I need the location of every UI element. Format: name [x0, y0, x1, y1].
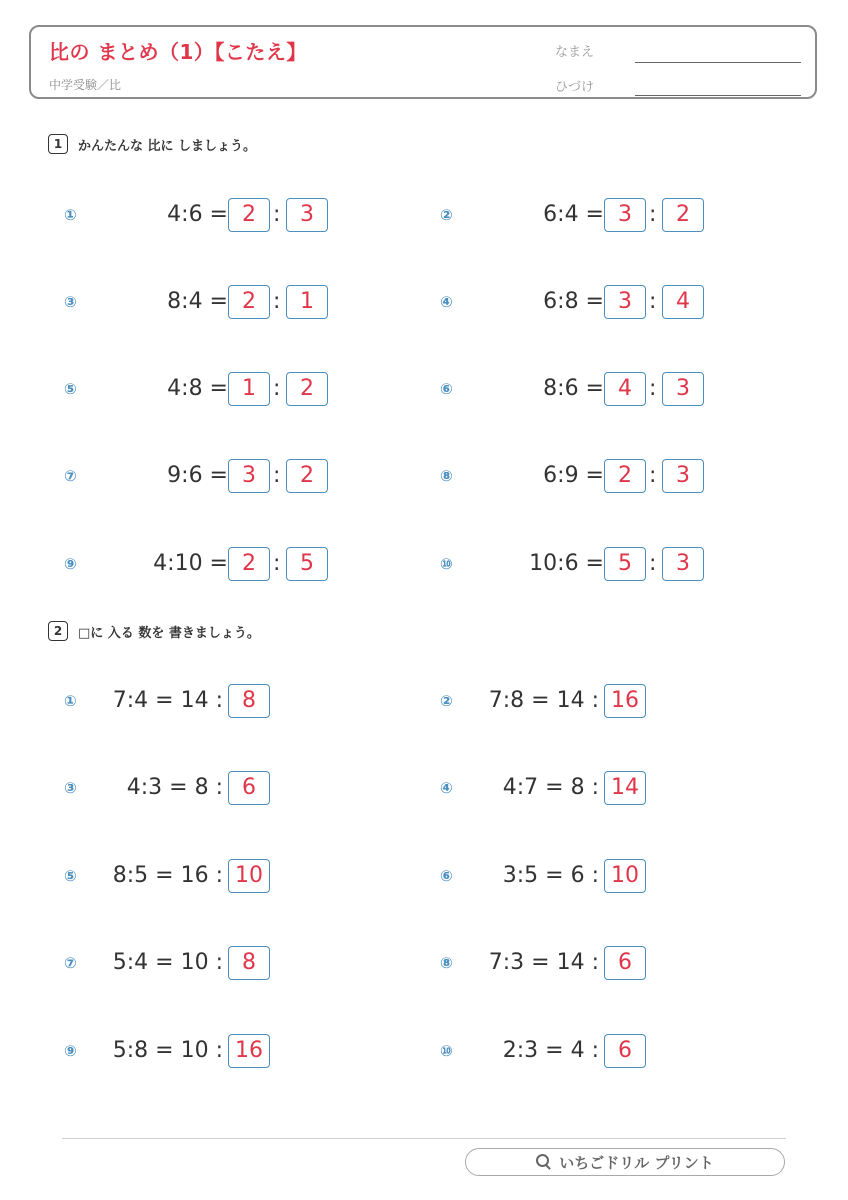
problem-number: ⑩: [440, 1042, 453, 1060]
section-2-instruction: □に 入る 数を 書きましょう。: [78, 625, 260, 641]
problem-expression: 3:5 = 6 :: [502, 863, 599, 888]
equals-sign: =: [578, 463, 604, 488]
problem-expression: [167, 459, 228, 493]
problem-item: [436, 1034, 656, 1068]
problem-expression: 8:5 = 16 :: [112, 863, 223, 888]
problem-item: [436, 771, 656, 805]
problem-number: ⑩: [440, 555, 453, 573]
problem-number: ⑨: [64, 1042, 77, 1060]
ratio-text: 6:4: [543, 202, 579, 227]
problem-number: ⑦: [64, 467, 77, 485]
ratio-colon: :: [273, 289, 281, 314]
answer-box: 16: [228, 1034, 270, 1068]
answer-box: 16: [604, 684, 646, 718]
problem-number: ⑤: [64, 380, 77, 398]
problem-number: ③: [64, 293, 77, 311]
answer-box-a: 2: [228, 547, 270, 581]
answer-box: 10: [228, 859, 270, 893]
answer-box-b: 3: [662, 372, 704, 406]
ratio-text: 8:4: [167, 289, 203, 314]
answer-box-b: 5: [286, 547, 328, 581]
equals-sign: =: [202, 551, 228, 576]
problem-number: ①: [64, 206, 77, 224]
equals-sign: =: [578, 202, 604, 227]
date-field-line: [635, 95, 801, 96]
problem-expression: [167, 372, 228, 406]
equals-sign: =: [202, 289, 228, 314]
problem-expression: [543, 198, 604, 232]
answer-box-a: 3: [604, 285, 646, 319]
answer-box-b: 3: [662, 547, 704, 581]
ratio-colon: :: [649, 202, 657, 227]
problem-number: ③: [64, 779, 77, 797]
problem-expression: 7:8 = 14 :: [488, 688, 599, 713]
ratio-colon: :: [649, 463, 657, 488]
problem-item: [60, 372, 360, 406]
problem-item: [436, 684, 656, 718]
section-2-heading: [48, 621, 260, 641]
problem-item: [436, 372, 736, 406]
footer-brand: いちごドリル プリント: [559, 1153, 714, 1172]
problem-number: ⑤: [64, 867, 77, 885]
problem-number: ②: [440, 206, 453, 224]
problem-item: [60, 684, 280, 718]
problem-expression: [543, 285, 604, 319]
answer-box-b: 4: [662, 285, 704, 319]
section-1-heading: [48, 134, 256, 154]
problem-number: ④: [440, 779, 453, 797]
problem-item: [60, 771, 280, 805]
problem-expression: 5:8 = 10 :: [112, 1038, 223, 1063]
problem-expression: 4:7 = 8 :: [502, 775, 599, 800]
problem-expression: [167, 198, 228, 232]
problem-item: [436, 459, 736, 493]
problem-item: [60, 1034, 280, 1068]
answer-box: 6: [604, 946, 646, 980]
problem-number: ①: [64, 692, 77, 710]
problem-expression: 7:3 = 14 :: [488, 950, 599, 975]
worksheet-header: [29, 25, 817, 99]
footer-divider: [62, 1138, 786, 1139]
answer-box-a: 2: [604, 459, 646, 493]
name-field-line: [635, 62, 801, 63]
problem-number: ④: [440, 293, 453, 311]
problem-expression: [167, 285, 228, 319]
ratio-colon: :: [649, 289, 657, 314]
answer-box-b: 3: [286, 198, 328, 232]
section-1-number: 1: [48, 134, 68, 154]
ratio-colon: :: [273, 463, 281, 488]
problem-item: [60, 859, 280, 893]
ratio-text: 9:6: [167, 463, 203, 488]
page-subtitle: 中学受験／比: [49, 78, 122, 92]
ratio-text: 4:8: [167, 376, 203, 401]
problem-number: ⑧: [440, 954, 453, 972]
answer-box-a: 5: [604, 547, 646, 581]
equals-sign: =: [202, 202, 228, 227]
answer-box-a: 2: [228, 198, 270, 232]
problem-item: [436, 547, 736, 581]
ratio-text: 4:10: [153, 551, 203, 576]
answer-box: 6: [228, 771, 270, 805]
ratio-colon: :: [649, 551, 657, 576]
answer-box-a: 4: [604, 372, 646, 406]
ratio-colon: :: [273, 376, 281, 401]
ratio-colon: :: [273, 551, 281, 576]
answer-box-b: 2: [286, 372, 328, 406]
problem-item: [60, 285, 360, 319]
problem-number: ⑦: [64, 954, 77, 972]
problem-number: ⑥: [440, 867, 453, 885]
answer-box-b: 2: [286, 459, 328, 493]
ratio-text: 8:6: [543, 376, 579, 401]
equals-sign: =: [578, 289, 604, 314]
ratio-text: 4:6: [167, 202, 203, 227]
problem-item: [436, 946, 656, 980]
problem-expression: 5:4 = 10 :: [112, 950, 223, 975]
answer-box-b: 3: [662, 459, 704, 493]
problem-number: ②: [440, 692, 453, 710]
problem-expression: [529, 547, 604, 581]
equals-sign: =: [578, 376, 604, 401]
problem-number: ⑨: [64, 555, 77, 573]
answer-box-a: 3: [604, 198, 646, 232]
ratio-colon: :: [273, 202, 281, 227]
problem-number: ⑧: [440, 467, 453, 485]
problem-expression: [543, 372, 604, 406]
ratio-text: 6:9: [543, 463, 579, 488]
answer-box: 8: [228, 946, 270, 980]
search-icon: [536, 1154, 549, 1167]
problem-expression: 2:3 = 4 :: [502, 1038, 599, 1063]
answer-box: 6: [604, 1034, 646, 1068]
answer-box-b: 2: [662, 198, 704, 232]
problem-item: [436, 198, 736, 232]
section-1-instruction: かんたんな 比に しましょう。: [78, 138, 257, 154]
problem-item: [436, 859, 656, 893]
ratio-text: 10:6: [529, 551, 579, 576]
problem-item: [60, 547, 360, 581]
name-label: なまえ: [555, 45, 595, 60]
problem-expression: 4:3 = 8 :: [126, 775, 223, 800]
ratio-colon: :: [649, 376, 657, 401]
problem-expression: 7:4 = 14 :: [112, 688, 223, 713]
answer-box: 8: [228, 684, 270, 718]
problem-number: ⑥: [440, 380, 453, 398]
answer-box-b: 1: [286, 285, 328, 319]
problem-item: [60, 198, 360, 232]
equals-sign: =: [202, 376, 228, 401]
answer-box-a: 2: [228, 285, 270, 319]
answer-box: 10: [604, 859, 646, 893]
section-2-number: 2: [48, 621, 68, 641]
problem-expression: [543, 459, 604, 493]
problem-expression: [153, 547, 228, 581]
equals-sign: =: [202, 463, 228, 488]
problem-item: [60, 459, 360, 493]
page-title: 比の まとめ（1）【こたえ】: [49, 40, 307, 64]
problem-item: [436, 285, 736, 319]
footer-brand-pill[interactable]: [465, 1148, 785, 1176]
date-label: ひづけ: [555, 80, 595, 95]
answer-box-a: 1: [228, 372, 270, 406]
answer-box-a: 3: [228, 459, 270, 493]
ratio-text: 6:8: [543, 289, 579, 314]
answer-box: 14: [604, 771, 646, 805]
problem-item: [60, 946, 280, 980]
equals-sign: =: [578, 551, 604, 576]
